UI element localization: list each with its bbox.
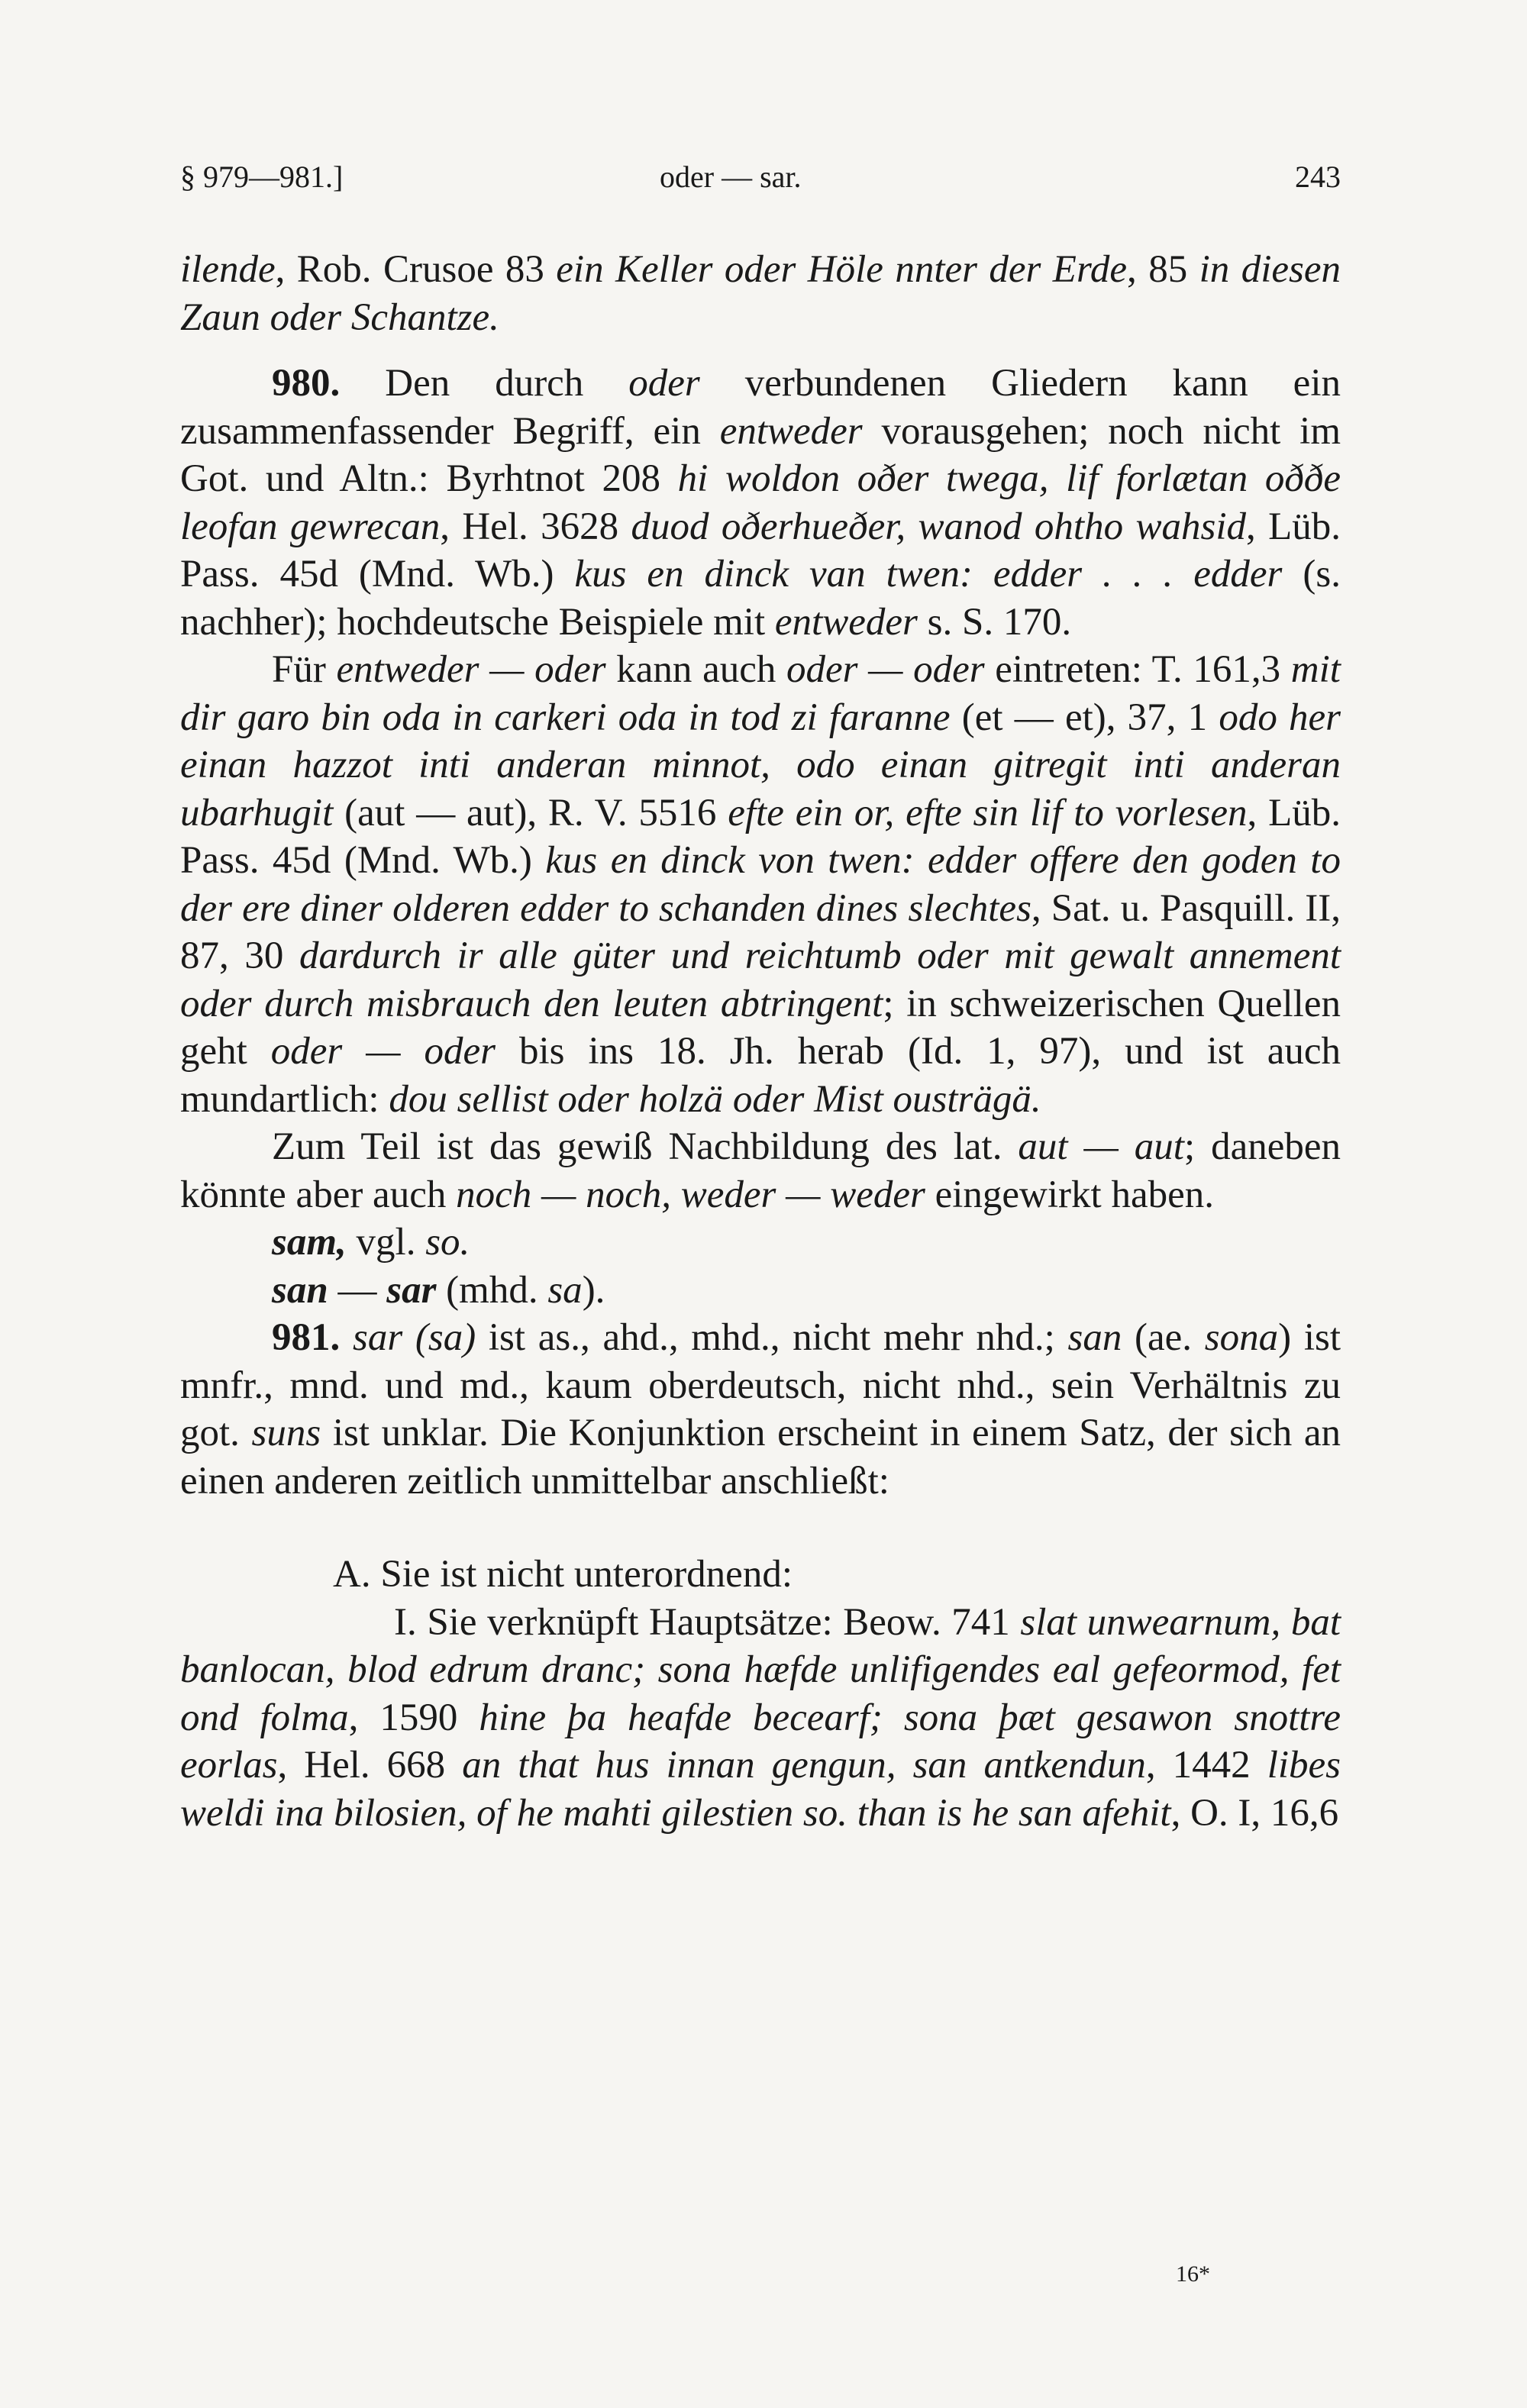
running-header [180, 159, 1341, 205]
section-range: § 979—981.] [180, 160, 344, 194]
heading-san-sar: san — sar (mhd. sa). [272, 1268, 605, 1312]
paragraph-980: 980. Den durch oder verbundenen Gliedern kann ein zusammenfassender Begriff, ein entweder vorausgehen; noch nicht im Got. und Altn.: Byrhtnot 208 hi woldon oðer twega, lif forlætan oððe leofan gewrecan, Hel. 3628 duod oðerhueðer, wanod ohtho wahsid, Lüb. Pass. 45d (Mnd. Wb.) kus en dinck van twen: edder . . . edder (s. nachher); hochdeutsche Beispiele mit entweder s. S. 170. [180, 362, 1341, 644]
paragraph-nachbildung: Zum Teil ist das gewiß Nachbildung des lat. aut — aut; daneben könnte aber auch noch — noch, weder — weder eingewirkt haben. [180, 1125, 1341, 1216]
paragraph-entweder-oder: Für entweder — oder kann auch oder — oder eintreten: T. 161,3 mit dir garo bin oda in carkeri oda in tod zi faranne (et — et), 37, 1 odo her einan hazzot inti anderan minnot, odo einan gitregit inti anderan ubarhugit (aut — aut), R. V. 5516 efte ein or, efte sin lif to vorlesen, Lüb. Pass. 45d (Mnd. Wb.) kus en dinck von twen: edder offere den goden to der ere diner olderen edder to schanden dines slechtes, Sat. u. Pasquill. II, 87, 30 dardurch ir alle güter und reichtumb oder mit gewalt annement oder durch misbrauch den leuten abtringent; in schweizerischen Quellen geht oder — oder bis ins 18. Jh. herab (Id. 1, 97), und ist auch mundartlich: dou sellist oder holzä oder Mist ousträgä. [180, 648, 1341, 1121]
subsection-i: I. Sie verknüpft Hauptsätze: Beow. 741 slat unwearnum, bat banlocan, blod edrum dranc; sona hæfde unlifigendes eal gefeormod, fet ond folma, 1590 hine þa heafde becearf; sona þæt gesawon snottre eorlas, Hel. 668 an that hus innan gengun, san antkendun, 1442 libes weldi ina bilosien, of he mahti gilestien so. than is he san afehit, O. I, 16,6 [180, 1600, 1341, 1835]
section-number-980: 980. [272, 362, 341, 405]
subsection-a: A. Sie ist nicht unterordnend: [333, 1553, 793, 1596]
paragraph-981: 981. sar (sa) ist as., ahd., mhd., nicht mehr nhd.; san (ae. sona) ist mnfr., mnd. und md., kaum oberdeutsch, nicht nhd., sein Verhältnis zu got. suns ist unklar. Die Konjunktion erscheint in einem Satz, der sich an einen anderen zeitlich unmittelbar anschließt: [180, 1316, 1341, 1503]
section-number-981: 981. [272, 1316, 341, 1359]
heading-sam: sam, vgl. so. [272, 1221, 470, 1264]
paragraph-continuation: ilende, Rob. Crusoe 83 ein Keller oder Höle nnter der Erde, 85 in diesen Zaun oder Schantze. [180, 248, 1341, 339]
page-body [180, 246, 1341, 1837]
page-number: 243 [1295, 160, 1341, 194]
running-title: oder — sar. [660, 160, 802, 194]
signature-mark: 16* [1176, 2261, 1210, 2287]
